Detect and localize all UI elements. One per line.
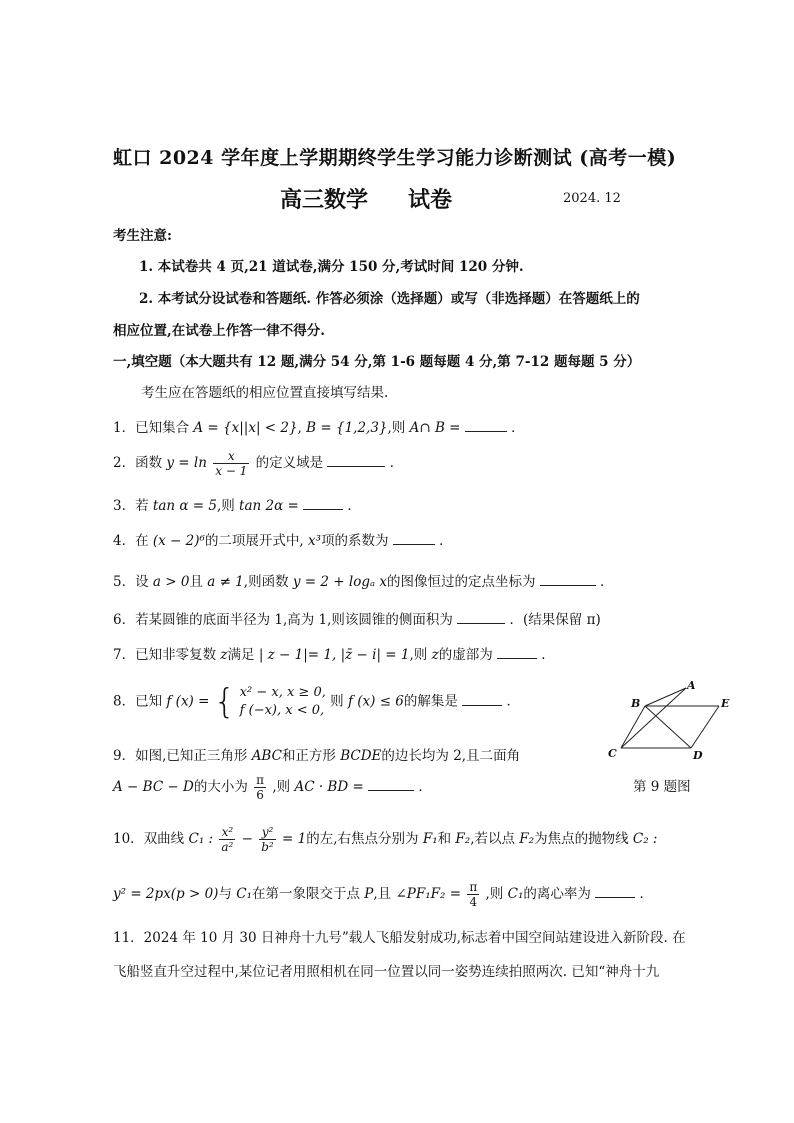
question-5: 5．设 a > 0且 a ≠ 1,则函数 y = 2 + logₐ x的图像恒过的定点坐标为 ．: [113, 574, 614, 590]
answer-blank-1[interactable]: [465, 419, 507, 432]
question-9-line1: 9．如图,已知正三角形 ABC和正方形 BCDE的边长均为 2,且二面角: [113, 748, 521, 764]
edge-BD: [645, 706, 691, 748]
fraction: $\frac{x}{x - 1}$: [215, 449, 248, 478]
question-9-line2: A − BC − D的大小为 $\frac{\pi}{6}$ ,则 AC · BD = ．: [113, 773, 432, 802]
answer-blank-8[interactable]: [462, 693, 502, 706]
question-2: 2．函数 y = ln $\frac{x}{x - 1}$ 的定义域是 ．: [113, 449, 404, 478]
question-11-line2: 飞船竖直升空过程中,某位记者用照相机在同一位置以同一姿势连续拍照两次. 已知“神舟十九: [113, 964, 660, 980]
answer-blank-6[interactable]: [457, 611, 505, 624]
edge-CB: [621, 706, 645, 748]
exam-title: 虹口 2024 学年度上学期期终学生学习能力诊断测试 (高考一模): [113, 147, 677, 169]
answer-blank-2[interactable]: [327, 454, 385, 467]
figure-9-diagram: [603, 680, 733, 760]
label-B: B: [631, 697, 641, 710]
question-4: 4．在 (x − 2)⁶的二项展开式中, x³项的系数为 ．: [113, 533, 453, 549]
question-7: 7．已知非零复数 z满足 | z − 1|= 1, |z̄ − i| = 1,则 z的虚部为 ．: [113, 647, 555, 663]
notice-item-2-line2: 相应位置,在试卷上作答一律不得分.: [113, 323, 325, 339]
answer-blank-4[interactable]: [393, 532, 435, 545]
label-C: C: [608, 747, 617, 760]
notice-heading: 考生注意:: [113, 228, 172, 244]
notice-item-1: 1. 本试卷共 4 页,21 道试卷,满分 150 分,考试时间 120 分钟.: [139, 259, 524, 275]
label-A: A: [687, 680, 696, 692]
label-E: E: [721, 697, 730, 710]
exam-subtitle: [280, 183, 452, 214]
edge-DE: [691, 706, 719, 748]
edge-BA: [645, 688, 686, 706]
question-8: 8．已知 f (x) = { x² − x, x ≥ 0, f (−x), x < 0, 则 f (x) ≤ 6的解集是 ．: [113, 682, 520, 722]
subject-label: 高三数学: [280, 187, 369, 213]
figure-9-caption: 第 9 题图: [633, 779, 691, 795]
answer-blank-9[interactable]: [368, 778, 414, 791]
answer-blank-10[interactable]: [595, 885, 635, 898]
question-1: 1．已知集合 A = {x||x| < 2}, B = {1,2,3},则 A∩ B = ．: [113, 420, 525, 436]
notice-item-2-line1: 2. 本考试分设试卷和答题纸. 作答必须涂（选择题）或写（非选择题）在答题纸上的: [139, 291, 640, 307]
question-6: 6．若某圆锥的底面半径为 1,高为 1,则该圆锥的侧面积为 ．(结果保留 π): [113, 612, 601, 628]
answer-blank-7[interactable]: [497, 646, 537, 659]
answer-blank-3[interactable]: [303, 497, 343, 510]
paper-label: 试卷: [408, 187, 453, 213]
question-11-line1: 11．2024 年 10 月 30 日神舟十九号”载人飞船发射成功,标志着中国空间站建设进入新阶段. 在: [113, 930, 686, 946]
question-3: 3．若 tan α = 5,则 tan 2α = ．: [113, 498, 361, 514]
answer-blank-5[interactable]: [540, 573, 596, 586]
section-heading: 一,填空题（本大题共有 12 题,满分 54 分,第 1-6 题每题 4 分,第 7-12 题每题 5 分）: [113, 354, 641, 370]
label-D: D: [693, 749, 703, 760]
question-10-line2: y² = 2px(p > 0)与 C₁在第一象限交于点 P,且 ∠PF₁F₂ = $\frac{\pi}{4}$ ,则 C₁的离心率为 ．: [113, 880, 653, 909]
section-instruction: 考生应在答题纸的相应位置直接填写结果.: [141, 385, 389, 401]
question-10-line1: 10．双曲线 C₁ : $\frac{\text{x²}}{\text{a²}}$ − $\frac{\text{y²}}{\text{b²}}$ = 1的左,右焦点分别为 F₁和 F₂,若以点 F₂为焦点的抛物线 C₂ :: [113, 825, 658, 854]
piecewise-cases: x² − x, x ≥ 0, f (−x), x < 0,: [239, 685, 326, 718]
exam-date: 2024. 12: [563, 191, 621, 206]
